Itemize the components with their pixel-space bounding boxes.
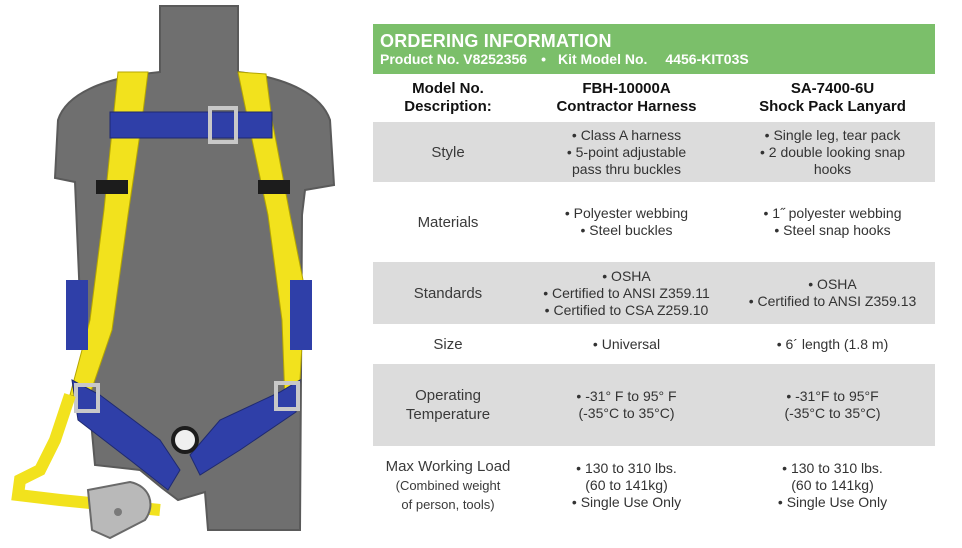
- banner-separator: •: [541, 51, 546, 67]
- cell-text-line: Temperature: [405, 406, 491, 423]
- table-row-max-working-load: [373, 446, 935, 524]
- cell-text-line: • 5-point adjustable: [566, 143, 687, 160]
- lanyard-cell: [730, 127, 935, 178]
- cell-text-line: FBH-10000A: [582, 80, 671, 97]
- cell-text-line: Materials: [417, 213, 479, 231]
- harness-cell: [523, 336, 730, 353]
- cell-text-line: • OSHA: [808, 276, 857, 292]
- cell-text-line: • Universal: [592, 335, 661, 352]
- cell-text-line: SA-7400-6U: [790, 80, 875, 97]
- cell-text-line: Max Working Load: [385, 457, 511, 475]
- right-side-strap: [290, 280, 312, 350]
- cell-text-line: • 130 to 310 lbs.: [576, 459, 677, 476]
- cell-text-line: • -31° F to 95° F: [576, 388, 677, 404]
- cell-text-line: Standards: [413, 284, 483, 302]
- row-label: [373, 386, 523, 424]
- snap-hook-rivet: [114, 508, 122, 516]
- strap-keeper: [258, 180, 290, 194]
- product-label: Product No.: [380, 51, 460, 67]
- harness-cell: [523, 460, 730, 511]
- cell-text-line: • Single Use Only: [571, 493, 682, 510]
- row-label: [373, 213, 523, 232]
- table-header-row: [373, 74, 935, 122]
- cell-text-line: (-35°C to 35°C): [578, 405, 675, 421]
- banner-title: ORDERING INFORMATION: [380, 31, 612, 51]
- cell-text-line: • 130 to 310 lbs.: [782, 459, 883, 476]
- table-row-size: [373, 324, 935, 364]
- cell-text-line: pass thru buckles: [572, 160, 681, 177]
- header-harness: [523, 80, 730, 116]
- header-lanyard: [730, 80, 935, 116]
- table-row-operating-temperature: [373, 364, 935, 446]
- cell-text-line: Contractor Harness: [556, 98, 697, 115]
- cell-text-line: (60 to 141kg): [791, 476, 874, 493]
- row-label: [373, 284, 523, 303]
- cell-text-line: • 1˝ polyester webbing: [763, 205, 902, 221]
- cell-text-line: • Certified to ANSI Z359.13: [748, 293, 917, 309]
- harness-cell: [523, 388, 730, 422]
- cell-text-line: • 2 double looking snap: [759, 143, 905, 160]
- harness-cell: [523, 268, 730, 319]
- chest-strap: [110, 112, 272, 138]
- header-model-no: [373, 80, 523, 116]
- harness-cell: [523, 205, 730, 239]
- row-label: [373, 457, 523, 514]
- cell-text-line: • OSHA: [602, 267, 651, 284]
- table-row-style: [373, 122, 935, 182]
- kit-number: 4456-KIT03S: [665, 51, 749, 67]
- harness-product-image: [0, 0, 370, 548]
- lanyard-cell: [730, 336, 935, 353]
- kit-label: Kit Model No.: [557, 51, 648, 67]
- cell-text-line: Shock Pack Lanyard: [759, 98, 906, 115]
- table-row-standards: [373, 262, 935, 324]
- cell-text-line: Description:: [404, 98, 492, 115]
- product-number: V8252356: [463, 51, 528, 67]
- banner-subtitle: [380, 51, 935, 68]
- ordering-banner: [373, 24, 935, 74]
- table-row-materials: [373, 182, 935, 262]
- lanyard-cell: [730, 276, 935, 310]
- cell-text-line: • Single leg, tear pack: [764, 126, 901, 143]
- cell-text-line: hooks: [813, 160, 852, 177]
- cell-text-line: • Certified to CSA Z259.10: [544, 301, 709, 318]
- cell-text-line: Operating: [415, 387, 481, 404]
- harness-cell: [523, 127, 730, 178]
- lanyard-cell: [730, 388, 935, 422]
- strap-keeper: [96, 180, 128, 194]
- d-ring: [173, 428, 197, 452]
- lanyard-cell: [730, 205, 935, 239]
- row-label: [373, 143, 523, 162]
- cell-text-line: • Certified to ANSI Z359.11: [543, 284, 710, 301]
- cell-text-line: • 6´ length (1.8 m): [776, 335, 889, 352]
- cell-text-line: Model No.: [412, 80, 484, 97]
- cell-text-line: Size: [433, 335, 463, 353]
- row-label: [373, 335, 523, 354]
- cell-text-line: Style: [431, 143, 465, 161]
- cell-text-line: • -31°F to 95°F: [786, 388, 879, 404]
- cell-text-line: (-35°C to 35°C): [784, 405, 881, 421]
- cell-text-line: of person, tools): [401, 496, 495, 512]
- left-side-strap: [66, 280, 88, 350]
- cell-text-line: • Polyester webbing: [564, 205, 689, 221]
- lanyard-cell: [730, 460, 935, 511]
- cell-text-line: • Steel snap hooks: [774, 222, 891, 238]
- ordering-information-table: [373, 24, 935, 524]
- cell-text-line: • Single Use Only: [777, 493, 888, 510]
- cell-text-line: • Class A harness: [571, 126, 682, 143]
- cell-text-line: • Steel buckles: [580, 222, 673, 238]
- cell-text-line: (Combined weight: [395, 477, 501, 493]
- cell-text-line: (60 to 141kg): [585, 476, 668, 493]
